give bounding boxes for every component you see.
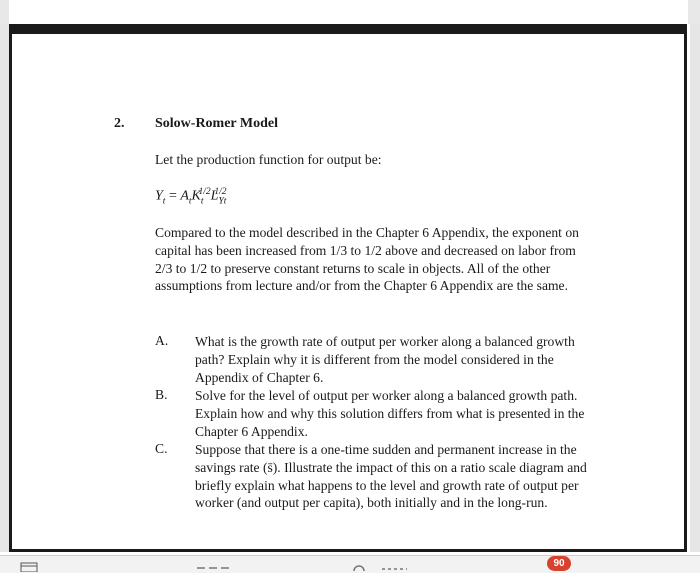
formula-l-sub: Yt bbox=[218, 196, 227, 207]
bottom-toolbar bbox=[0, 555, 700, 573]
item-a-label: A. bbox=[155, 333, 169, 348]
formula-a: A bbox=[180, 188, 189, 204]
page-margin-left bbox=[0, 24, 9, 552]
intro-text: Let the production function for output be: bbox=[155, 152, 382, 167]
formula-lhs-sub: t bbox=[162, 196, 166, 207]
item-b-text: Solve for the level of output per worker along a balanced growth path. Explain how and why this solution differs from what is presented in the Chapter 6 Appendix. bbox=[195, 388, 585, 439]
formula-k: K bbox=[191, 188, 201, 204]
list-icon[interactable] bbox=[195, 562, 235, 572]
page-top-border bbox=[9, 24, 687, 34]
page-margin-right bbox=[690, 24, 700, 552]
item-c-label: C. bbox=[155, 441, 168, 456]
top-gutter-right bbox=[688, 0, 700, 24]
top-strip bbox=[0, 0, 700, 24]
item-a-text: What is the growth rate of output per worker along a balanced growth path? Explain why it is different from the model considered in the Appendix of Chapter 6. bbox=[195, 334, 575, 385]
formula-l: L bbox=[210, 188, 219, 204]
item-b-label: B. bbox=[155, 387, 168, 402]
formula-k-sub: t bbox=[200, 196, 204, 207]
chat-icon[interactable] bbox=[352, 562, 412, 572]
formula-l-sup: 1/2 bbox=[214, 187, 227, 197]
formula-equals: = bbox=[165, 188, 181, 204]
notification-badge[interactable]: 90 bbox=[547, 556, 571, 571]
question-title: Solow-Romer Model bbox=[155, 116, 278, 131]
formula-lhs: Y bbox=[155, 188, 163, 204]
production-function-formula bbox=[155, 184, 595, 211]
table-icon[interactable] bbox=[20, 562, 40, 572]
top-gutter-left bbox=[0, 0, 9, 24]
question-number: 2. bbox=[114, 116, 125, 131]
formula-k-sup: 1/2 bbox=[198, 187, 211, 197]
body-paragraph: Compared to the model described in the Chapter 6 Appendix, the exponent on capital has been increased from 1/3 to 1/2 above and decreased on labor from 2/3 to 1/2 to preserve constant returns to scale in objects. All of the other assumptions from lecture and/or from the Chapter 6 Appendix are the same. bbox=[155, 225, 579, 294]
formula-a-sub: t bbox=[188, 196, 192, 207]
item-c-text: Suppose that there is a one-time sudden and permanent increase in the savings rate (s̄). Illustrate the impact of this on a ratio scale diagram and briefly explain what happens to the level and growth rate of output per worker (and output per capita), both initially and in the long-run. bbox=[195, 442, 587, 511]
